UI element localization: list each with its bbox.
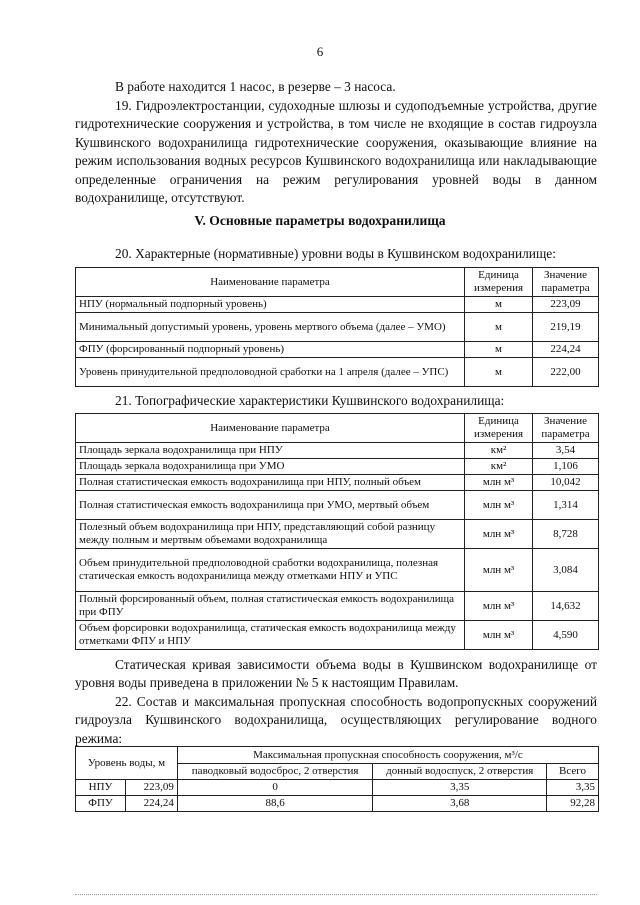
param-value: 10,042 [533,475,599,491]
param-value: 8,728 [533,520,599,549]
topography-table [75,413,599,650]
param-name: Полная статистическая емкость водохранилища при НПУ, полный объем [76,475,465,491]
param-value: 222,00 [533,358,599,387]
spillway-value: 0 [177,780,373,796]
param-name: Уровень принудительной предполоводной сработки на 1 апреля (далее – УПС) [76,358,465,387]
table-row [76,358,599,387]
param-unit: млн м³ [465,621,533,650]
paragraph-curve: Статическая кривая зависимости объема воды в Кушвинском водохранилище от уровня воды приведена в приложении № 5 к настоящим Правилам. [75,657,597,691]
capacity-table [75,746,599,812]
table-row [76,549,599,592]
param-unit: млн м³ [465,549,533,592]
total-value: 3,35 [547,780,599,796]
section-title: V. Основные параметры водохранилища [194,213,446,228]
paragraph-19: 19. Гидроэлектростанции, судоходные шлюзы и судоподъемные устройства, другие гидротехнические сооружения и устройства, в том числе не входящие в состав гидроузла Кушвинского водохранилища гидротехнические сооружения, оказывающие влияние на режим использования водных ресурсов Кушвинского водохранилища или накладывающие определенные ограничения на режим регулирования уровней воды в данном водохранилище, отсутствуют. [75,98,597,206]
param-value: 1,106 [533,459,599,475]
table-row [76,592,599,621]
page-number: 6 [316,44,324,59]
intro-line: В работе находится 1 насос, в резерве – 3 насоса. [115,79,396,94]
param-name: Объем принудительной предполоводной сработки водохранилища, полезная статическая емкость водохранилища между отметками НПУ и УПС [76,549,465,592]
col-header-value: Значение параметра [533,268,599,297]
table-row [76,621,599,650]
table-header-row [76,414,599,443]
param-value: 3,54 [533,443,599,459]
param-unit: млн м³ [465,592,533,621]
param-unit: км² [465,459,533,475]
table-row [76,520,599,549]
col-header-total: Всего [547,764,599,780]
param-value: 223,09 [533,297,599,313]
table-header-row [76,268,599,297]
table-row [76,297,599,313]
paragraph-21: 21. Топографические характеристики Кушвинского водохранилища: [115,393,505,408]
param-value: 1,314 [533,491,599,520]
level-name: ФПУ [76,796,126,812]
spillway-value: 88,6 [177,796,373,812]
param-name: ФПУ (форсированный подпорный уровень) [76,342,465,358]
param-value: 4,590 [533,621,599,650]
param-name: НПУ (нормальный подпорный уровень) [76,297,465,313]
table-row [76,475,599,491]
param-unit: млн м³ [465,520,533,549]
param-name: Полезный объем водохранилища при НПУ, представляющий собой разницу между полным и мертвым объемами водохранилища [76,520,465,549]
param-value: 3,084 [533,549,599,592]
table-row [76,443,599,459]
param-value: 14,632 [533,592,599,621]
table-row [76,342,599,358]
param-unit: м [465,313,533,342]
table-row [76,459,599,475]
param-name: Минимальный допустимый уровень, уровень мертвого объема (далее – УМО) [76,313,465,342]
col-header-unit: Единица измерения [465,268,533,297]
col-header-name: Наименование параметра [76,414,465,443]
level-value: 224,24 [125,796,177,812]
paragraph-22: 22. Состав и максимальная пропускная способность водопропускных сооружений гидроузла Кушвинского водохранилища, осуществляющих регулирование водного режима: [75,694,597,746]
capacity-header: Максимальная пропускная способность сооружения, м³/с [177,747,598,764]
param-value: 219,19 [533,313,599,342]
level-value: 223,09 [125,780,177,796]
param-unit: млн м³ [465,491,533,520]
table-header-row [76,747,599,764]
param-unit: км² [465,443,533,459]
levels-table [75,267,599,387]
param-unit: млн м³ [465,475,533,491]
col-header-spillway: паводковый водосброс, 2 отверстия [177,764,373,780]
param-name: Площадь зеркала водохранилища при НПУ [76,443,465,459]
param-name: Полная статистическая емкость водохранилища при УМО, мертвый объем [76,491,465,520]
paragraph-20: 20. Характерные (нормативные) уровни воды в Кушвинском водохранилище: [115,246,556,261]
table-row [76,796,599,812]
bottom-outlet-value: 3,68 [373,796,547,812]
footer-rule [75,894,597,895]
col-header-unit: Единица измерения [465,414,533,443]
table-row [76,780,599,796]
param-value: 224,24 [533,342,599,358]
param-unit: м [465,358,533,387]
table-row [76,313,599,342]
level-header: Уровень воды, м [76,747,178,780]
param-name: Объем форсировки водохранилища, статическая емкость водохранилища между отметками ФПУ и НПУ [76,621,465,650]
param-name: Полный форсированный объем, полная статистическая емкость водохранилища при ФПУ [76,592,465,621]
col-header-name: Наименование параметра [76,268,465,297]
param-unit: м [465,342,533,358]
table-row [76,491,599,520]
bottom-outlet-value: 3,35 [373,780,547,796]
total-value: 92,28 [547,796,599,812]
level-name: НПУ [76,780,126,796]
param-unit: м [465,297,533,313]
param-name: Площадь зеркала водохранилища при УМО [76,459,465,475]
col-header-bottom-outlet: донный водоспуск, 2 отверстия [373,764,547,780]
col-header-value: Значение параметра [533,414,599,443]
